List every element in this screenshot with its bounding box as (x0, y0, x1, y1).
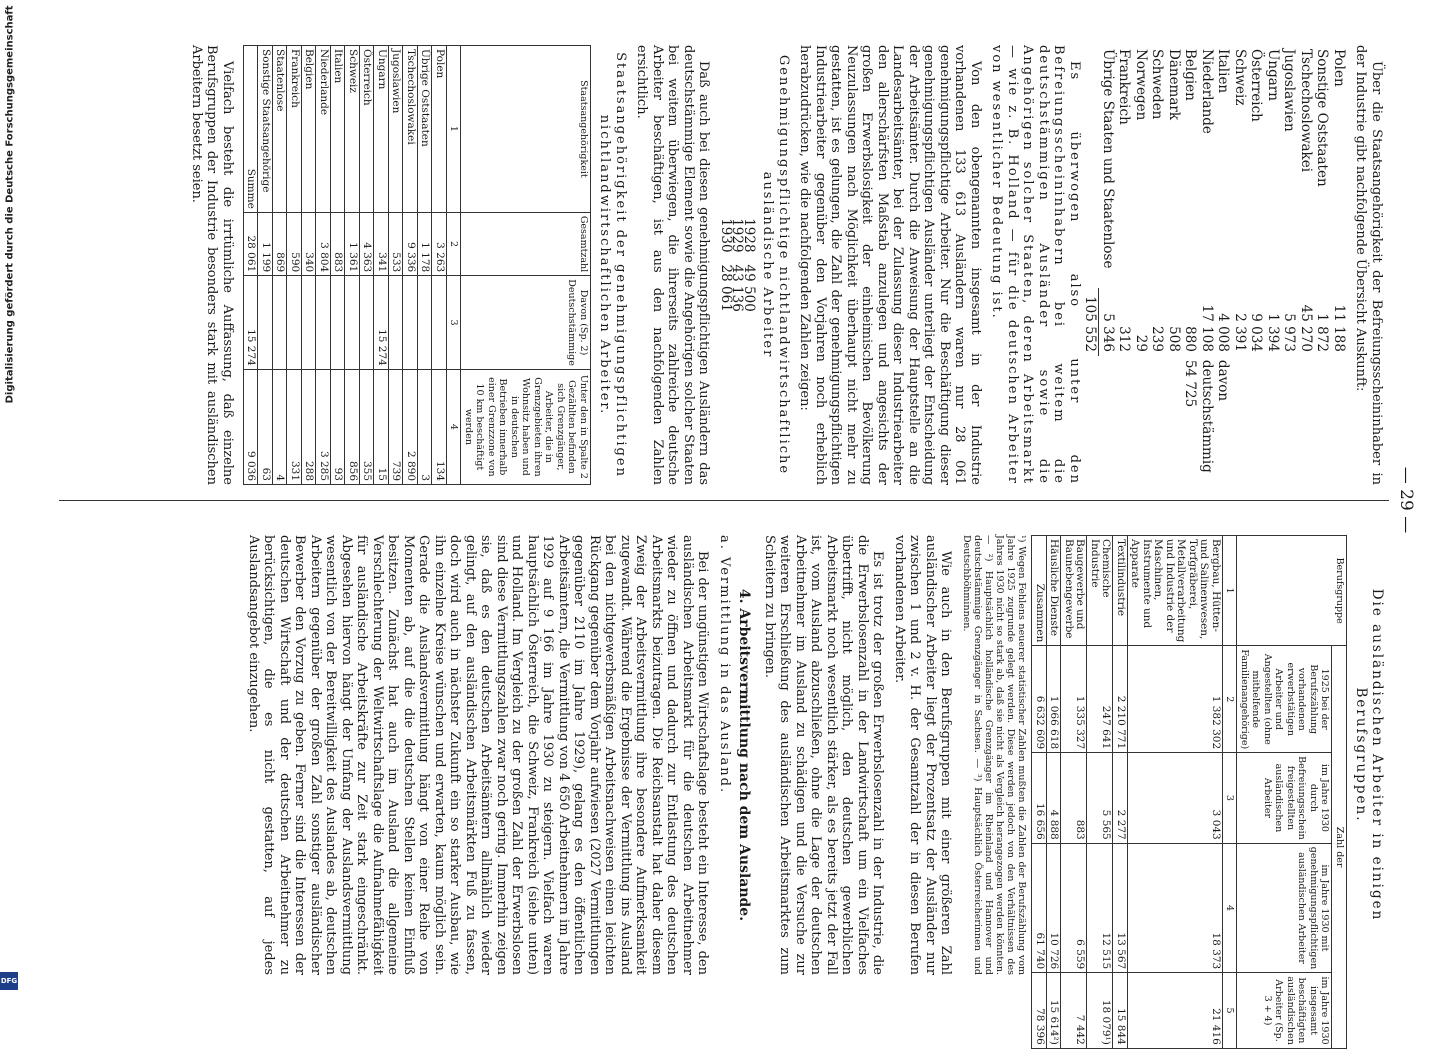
state-cell: Übrige Oststaaten (418, 46, 433, 213)
border-cell: 15 (374, 369, 389, 484)
header-cell: Davon (Sp. 2) Deutschstämmige (461, 276, 591, 370)
value-cell: 15 614²) (1047, 973, 1062, 1049)
border-cell: 3 (418, 369, 433, 484)
total-cell: 9 336 (403, 212, 418, 275)
country-name: Niederlande (1199, 49, 1215, 134)
country-value: 880 (1182, 326, 1199, 352)
country-value: 45 270 (1298, 304, 1314, 352)
value-cell: 18 373 (1128, 843, 1223, 972)
total-cell: 1 199 (258, 212, 273, 275)
section-caption: Genehmigungspflichtige nichtlandwirtschaftliche ausländische Arbeiter (760, 54, 791, 476)
left-column (183, 45, 1385, 485)
state-cell: Frankreich (287, 46, 302, 213)
year-row (720, 212, 732, 318)
value-cell: 1 335 327 (1061, 646, 1087, 753)
header-cell: Unter den in Spalte 2 Gezählten befinden sich Grenzgänger, Arbeiter, die in Grenzgebieten ihren Wohnsitz haben und in deutschen Betrieben innerhalb einer Grenzzone von 10 km beschäftigt werden (461, 369, 591, 484)
davon-cell (1248, 356, 1265, 485)
footer-credit (0, 0, 18, 960)
column-number: 4 (447, 369, 462, 484)
column-number: 5 (1223, 973, 1238, 1049)
davon-cell (1232, 356, 1249, 485)
total-cell: 869 (273, 212, 288, 275)
state-cell: Ungarn (374, 46, 389, 213)
page-number: — 29 — (1396, 466, 1416, 534)
total-cell: 4 363 (360, 212, 375, 275)
group-cell: Bergbau, Hütten- und Salinenwesen, Torfgräberei, Metallverarbeitung und Industrie der Maschinen, Instrumente und Apparate (1128, 536, 1223, 646)
table-row (258, 46, 273, 485)
total-cell: 340 (302, 212, 317, 275)
total-value: 105 552 (1082, 288, 1099, 356)
border-cell: 331 (287, 369, 302, 484)
section-heading: 4. Arbeitsvermittlung nach dem Auslande. (736, 588, 753, 922)
total-cell: 590 (287, 212, 302, 275)
davon-cell (1133, 356, 1150, 485)
sum-german: 15 274 (244, 276, 259, 370)
column-number: 2 (447, 212, 462, 275)
sum-row (244, 46, 259, 485)
border-cell: 856 (345, 369, 360, 484)
paragraph: Es ist trotz der großen Erwerbslosenzahl in der Industrie, die die Erwerbslosenzahl in der Landwirtschaft um ein Vielfaches übertrifft, nicht möglich, den deutschen gewerblichen Arbeitsmarkt noch wesentlich stärker, als es bereits jetzt der Fall ist, vom Ausland abzuschließen, ohne die Lage der deutschen Arbeitnehmer im Ausland zu schädigen und die Versuche zur weiteren Erschließung des ausländischen Arbeitsmarktes zum Scheitern zu bringen. (762, 535, 886, 975)
value-cell: 1 382 302 (1128, 646, 1223, 753)
year-value: 49 500 (741, 264, 757, 312)
sum-border: 9 036 (244, 369, 259, 484)
value-cell: 15 844 (1113, 973, 1128, 1049)
list-item (1314, 45, 1331, 485)
total-cell: 533 (389, 212, 404, 275)
davon-cell (1166, 356, 1183, 485)
country-name: Schweden (1149, 49, 1166, 120)
border-cell: 63 (258, 369, 273, 484)
table-row (345, 46, 360, 485)
german-cell (316, 276, 331, 370)
year: 1928 (741, 218, 757, 253)
german-cell (273, 276, 288, 370)
table-row (302, 46, 317, 485)
country-name: Sonstige Oststaaten (1314, 49, 1331, 187)
header-cell: Gesamtzahl (461, 212, 591, 275)
total-spacer (1082, 45, 1099, 288)
value-cell: 6 559 (1061, 843, 1087, 972)
country-list (1082, 45, 1347, 485)
german-cell (418, 276, 433, 370)
subsection-heading: a. Vermittlung in das Ausland. (717, 535, 732, 795)
column-number: 4 (1223, 843, 1238, 972)
border-cell: 93 (331, 369, 346, 484)
german-cell (360, 276, 375, 370)
sum-cell: 61 740 (1032, 843, 1047, 972)
state-cell: Polen (432, 46, 447, 213)
davon-cell (1298, 356, 1315, 485)
column-divider (59, 500, 1389, 501)
german-cell (432, 276, 447, 370)
list-item (1265, 45, 1282, 485)
list-item (1133, 45, 1150, 485)
davon-cell (1099, 356, 1116, 485)
value-cell: 5 565 (1087, 753, 1113, 844)
intro-text: Über die Staatsangehörigkeit der Befreiungsscheininhaber in der Industrie gibt nachfolgende Übersicht Auskunft: (1353, 45, 1384, 485)
value-cell: 883 (1061, 753, 1087, 844)
davon-cell (1281, 356, 1298, 485)
state-cell: Tschechoslowakei (403, 46, 418, 213)
border-cell: 355 (360, 369, 375, 484)
table-row (360, 46, 375, 485)
border-cell: 739 (389, 369, 404, 484)
country-value: 4 008 (1215, 313, 1232, 352)
table-row (418, 46, 433, 485)
header-cell: Zahl der (1332, 646, 1347, 1049)
table-row (1087, 536, 1113, 1049)
country-name: Ungarn (1265, 49, 1281, 101)
border-cell: 2 890 (403, 369, 418, 484)
davon-cell (1149, 356, 1166, 485)
table-row (1047, 536, 1062, 1049)
dfg-logo: DFG (0, 972, 18, 990)
country-value: 9 034 (1248, 313, 1265, 352)
header-cell: im Jahre 1930 durch Befreiungsschein freigestellten ausländischen Arbeiter (1237, 753, 1332, 844)
country-value: 2 391 (1232, 313, 1248, 352)
german-cell (302, 276, 317, 370)
group-cell: Textilindustrie (1113, 536, 1128, 646)
davon-cell (1116, 356, 1133, 485)
year: 1929 (729, 218, 746, 253)
sum-cell: 78 396 (1032, 973, 1047, 1049)
column-number: 2 (1223, 646, 1238, 753)
header-cell: im Jahre 1930 mit genehmigungspflichtigen ausländischen Arbeiter (1237, 843, 1332, 972)
total-cell: 3 263 (432, 212, 447, 275)
paragraph: Von den obengenannten insgesamt in der Industrie vorhandenen 133 613 Ausländern waren nur 28 061 genehmigungspflichtige Arbeiter. Nur die Beschäftigung dieser genehmigungspflichtigen Ausländer unterliegt der Entscheidung der Arbeitsämter. Durch die Anweisung der Hauptstelle an die Landesarbeitsämter, bei der Zulassung dieser Industriearbeiter den allerschärfsten Maßstab anzulegen und angesichts der großen Erwerbslosigkeit der einheimischen Bevölkerung Neuzulassungen nach Möglichkeit überhaupt nicht mehr zu gestatten, ist es gelungen, die Zahl der genehmigungspflichtigen Industriearbeiter gegenüber den Vorjahren noch erheblich herabzudrücken, wie die nachfolgenden Zahlen zeigen: (797, 45, 983, 485)
group-cell: Häusliche Dienste (1047, 536, 1062, 646)
column-number: 1 (1223, 536, 1238, 646)
state-cell: Sonstige Staatsangehörige (258, 46, 273, 213)
sum-label: Zusammen (1032, 536, 1047, 646)
list-item (1149, 45, 1166, 485)
country-name: Österreich (1248, 49, 1265, 122)
sum-cell: 6 632 609 (1032, 646, 1047, 753)
total-cell: 1 361 (345, 212, 360, 275)
nationality-table (243, 45, 591, 485)
column-number: 1 (447, 46, 462, 213)
value-cell: 3 043 (1128, 753, 1223, 844)
value-cell: 2 277 (1113, 753, 1128, 844)
value-cell: 7 442 (1061, 973, 1087, 1049)
state-cell: Österreich (360, 46, 375, 213)
list-item (1248, 45, 1265, 485)
value-cell: 13 567 (1113, 843, 1128, 972)
total-cell: 341 (374, 212, 389, 275)
list-item (1182, 45, 1199, 485)
sum-row (1032, 536, 1047, 1049)
value-cell: 21 416 (1128, 973, 1223, 1049)
list-item (1199, 45, 1216, 485)
footnote: ¹) Wegen Fehlens neuerer statistischer Zahlen mußten die Zahlen der Berufszählung vom Jahre 1925 zugrunde gelegt werden. Diese werden jedoch von den Verhältnissen des Jahres 1930 nicht so stark ab, daß sie nicht als Vergleich herangezogen werden könnten. — ²) Hauptsächlich holländische Grenzgänger im Rheinland und Hannover und deutschstämmige Grenzgänger in Sachsen. — ³) Hauptsächlich Österreicherinnen und Deutschböhminnen. (961, 535, 1028, 975)
list-item (1281, 45, 1298, 485)
table-title: Die ausländischen Arbeiter in einigen Berufsgruppen. (1353, 588, 1385, 922)
state-cell: Italien (331, 46, 346, 213)
year: 1930 (718, 218, 734, 253)
sum-total: 28 061 (244, 212, 259, 275)
country-name: Schweiz (1232, 49, 1248, 106)
total-cell: 883 (331, 212, 346, 275)
state-cell: Staatenlose (273, 46, 288, 213)
davon-cell (1314, 356, 1331, 485)
table-row (273, 46, 288, 485)
list-item (1166, 45, 1183, 485)
table-row (403, 46, 418, 485)
group-cell: Chemische Industrie (1087, 536, 1113, 646)
list-item (1116, 45, 1133, 485)
german-cell (258, 276, 273, 370)
country-name: Tschechoslowakei (1298, 49, 1314, 173)
list-item (1215, 45, 1232, 485)
total-cell: 3 804 (316, 212, 331, 275)
value-cell: 10 726 (1047, 843, 1062, 972)
german-cell (345, 276, 360, 370)
country-name: Belgien (1182, 49, 1199, 101)
country-value: 29 (1133, 334, 1149, 352)
german-cell: 15 274 (374, 276, 389, 370)
group-cell: Baugewerbe und Baunebengewerbe (1061, 536, 1087, 646)
table-row (287, 46, 302, 485)
country-value: 239 (1149, 326, 1166, 352)
country-name: Italien (1215, 49, 1232, 94)
table-row (1113, 536, 1128, 1049)
country-name: Polen (1331, 49, 1347, 87)
occupation-table (1032, 535, 1348, 1049)
years-table (720, 212, 755, 318)
country-name: Frankreich (1116, 49, 1133, 125)
footer-credit-text: Digitalisierung gefördert durch die Deutsche Forschungsgemeinschaft (4, 5, 16, 404)
sum-cell: 16 656 (1032, 753, 1047, 844)
state-cell: Belgien (302, 46, 317, 213)
header-cell: im Jahre 1930 insgesamt beschäftigten ausländischen Arbeiter (Sp. 3 + 4) (1237, 973, 1332, 1049)
davon-cell (1265, 356, 1282, 485)
davon-cell: 54 725 (1182, 359, 1199, 408)
german-cell (287, 276, 302, 370)
table-row (331, 46, 346, 485)
davon-cell: davon (1215, 359, 1232, 402)
header-cell: Berufsgruppe (1237, 536, 1347, 646)
table-row (1061, 536, 1087, 1049)
country-value: 1 394 (1265, 313, 1281, 352)
country-name: Dänemark (1166, 49, 1182, 121)
table-row (1128, 536, 1223, 1049)
column-number: 3 (1223, 753, 1238, 844)
state-cell: Niederlande (316, 46, 331, 213)
list-item (1331, 45, 1348, 485)
paragraph: Wie auch in den Berufsgruppen mit einer größeren Zahl ausländischer Arbeiter liegt der Prozentsatz der Ausländer nur zwischen 1 und 2 v. H. der Gesamtzahl der in diesen Berufen vorhandenen Arbeiter. (892, 535, 954, 975)
value-cell: 1 066 618 (1047, 646, 1062, 753)
country-value: 1 872 (1314, 313, 1331, 352)
country-value: 17 108 (1199, 304, 1215, 352)
border-cell: 134 (432, 369, 447, 484)
list-item (1099, 45, 1116, 485)
year-value: 28 061 (718, 264, 734, 312)
davon-cell (1331, 356, 1348, 485)
border-cell: 288 (302, 369, 317, 484)
german-cell (389, 276, 404, 370)
country-name: Übrige Staaten und Staatenlose (1100, 49, 1116, 269)
table-row (432, 46, 447, 485)
paragraph: Daß auch bei diesen genehmigungspflichtigen Ausländern das deutschstämmige Element sowie die Angehörigen solcher Staaten bei weitem überwiegen, die ihrerseits zahlreiche deutsche Arbeiter beschäftigen, ist aus den nachfolgenden Zahlen ersichtlich. (634, 45, 712, 485)
sum-label: Summe (244, 46, 259, 213)
table-row (374, 46, 389, 485)
paragraph: Bei der ungünstigen Wirtschaftslage besteht ein Interesse, den ausländischen Arbeitsmarkt für die deutschen Arbeitnehmer wieder zu öffnen und dadurch zur Entlastung des deutschen Arbeitsmarkts beizutragen. Die Reichsanstalt hat daher diesem Zweig der Arbeitsvermittlung ihre besondere Aufmerksamkeit zugewandt. Während die Ergebnisse der Vermittlung ins Ausland bei den nichtgewerbsmäßigen Arbeitsnachweisen einen leichten Rückgang gegenüber dem Vorjahr aufwiesen (2027 Vermittlungen gegenüber 2110 im Jahre 1929), gelang es den öffentlichen Arbeitsämtern, die Vermittlung von 4 650 Arbeitnehmern im Jahre 1929 auf 9 166 im Jahre 1930 zu steigern. Vielfach waren hauptsächlich Österreich, die Schweiz, Frankreich (siehe unten) und Holland. Im Vergleich zu der großen Zahl der Erwerbslosen sind diese Vermittlungszahlen zwar noch gering. Immerhin zeigen sie, daß es den deutschen Arbeitsämtern allmählich wieder gelingt, auf den ausländischen Arbeitsmärkten Fuß zu fassen, doch wird auch in nächster Zukunft ein so starker Ausbau, wie ihn einzelne Kreise wünschen und erwarten, kaum möglich sein. Gerade die Auslandsvermittlung hängt von einer Reihe von Momenten ab, auf die die deutschen Stellen keinen Einfluß besitzen. Zunächst hat auch im Ausland die allgemeine Verschlechterung der Weltwirtschaftslage die Aufnahmefähigkeit für ausländische Arbeitskräfte zur Zeit stark eingeschränkt. Abgesehen hiervon hängt der Umfang der Auslandsvermittlung wesentlich von der Bereitwilligkeit des Auslandes ab, deutschen Arbeitern gegenüber der großen Zahl sonstiger ausländischer Bewerber den Vorzug zu geben. Ferner sind die Interessen der deutschen Wirtschaft und der deutschen Arbeitnehmer zu berücksichtigen, die es nicht gestatten, auf jedes Auslandsangebot einzugehen. (246, 535, 711, 975)
value-cell: 12 515 (1087, 843, 1113, 972)
paragraph: Es überwogen also unter den Befreiungsscheininhabern bei weitem die deutschstämmigen Ausländer sowie die Angehörigen solcher Staaten, deren Arbeitsmarkt — wie z. B. Holland — für die deutschen Arbeiter von wesentlicher Bedeutung ist. (989, 45, 1082, 485)
country-name: Jugoslawien (1281, 49, 1298, 132)
list-item (1232, 45, 1249, 485)
paragraph: Vielfach besteht die irrtümliche Auffassung, daß einzelne Berufsgruppen der Industrie besonders stark mit ausländischen Arbeitern besetzt seien. (189, 45, 235, 485)
year-value: 43 136 (729, 264, 746, 312)
german-cell (403, 276, 418, 370)
table-row (389, 46, 404, 485)
total-spacer (1082, 356, 1099, 485)
right-column (240, 535, 1385, 1045)
list-item (1298, 45, 1315, 485)
country-name: Norwegen (1133, 49, 1149, 121)
country-value: 11 188 (1331, 304, 1347, 352)
country-value: 508 (1166, 326, 1182, 352)
border-cell: 3 285 (316, 369, 331, 484)
column-number: 3 (447, 276, 462, 370)
country-value: 5 973 (1281, 313, 1298, 352)
table-title: Staatsangehörigkeit der genehmigungspflichtigen nichtlandwirtschaftlichen Arbeiter. (597, 52, 628, 478)
border-cell: 4 (273, 369, 288, 484)
davon-cell: deutschstämmig (1199, 359, 1215, 473)
value-cell: 247 641 (1087, 646, 1113, 753)
country-value: 5 346 (1100, 313, 1116, 352)
table-row (316, 46, 331, 485)
german-cell (331, 276, 346, 370)
value-cell: 2 210 771 (1113, 646, 1128, 753)
value-cell: 4 888 (1047, 753, 1062, 844)
header-cell: Staatsangehörigkeit (461, 46, 591, 213)
country-value: 312 (1116, 326, 1133, 352)
value-cell: 18 079¹) (1087, 973, 1113, 1049)
total-row (1082, 45, 1099, 485)
header-cell: 1925 bei der Berufszählung vorhandenen erwerbstätigen Arbeiter und Angestellten (ohne mithelfende Familienangehörige) (1237, 646, 1332, 753)
total-cell: 1 178 (418, 212, 433, 275)
state-cell: Jugoslawien (389, 46, 404, 213)
state-cell: Schweiz (345, 46, 360, 213)
